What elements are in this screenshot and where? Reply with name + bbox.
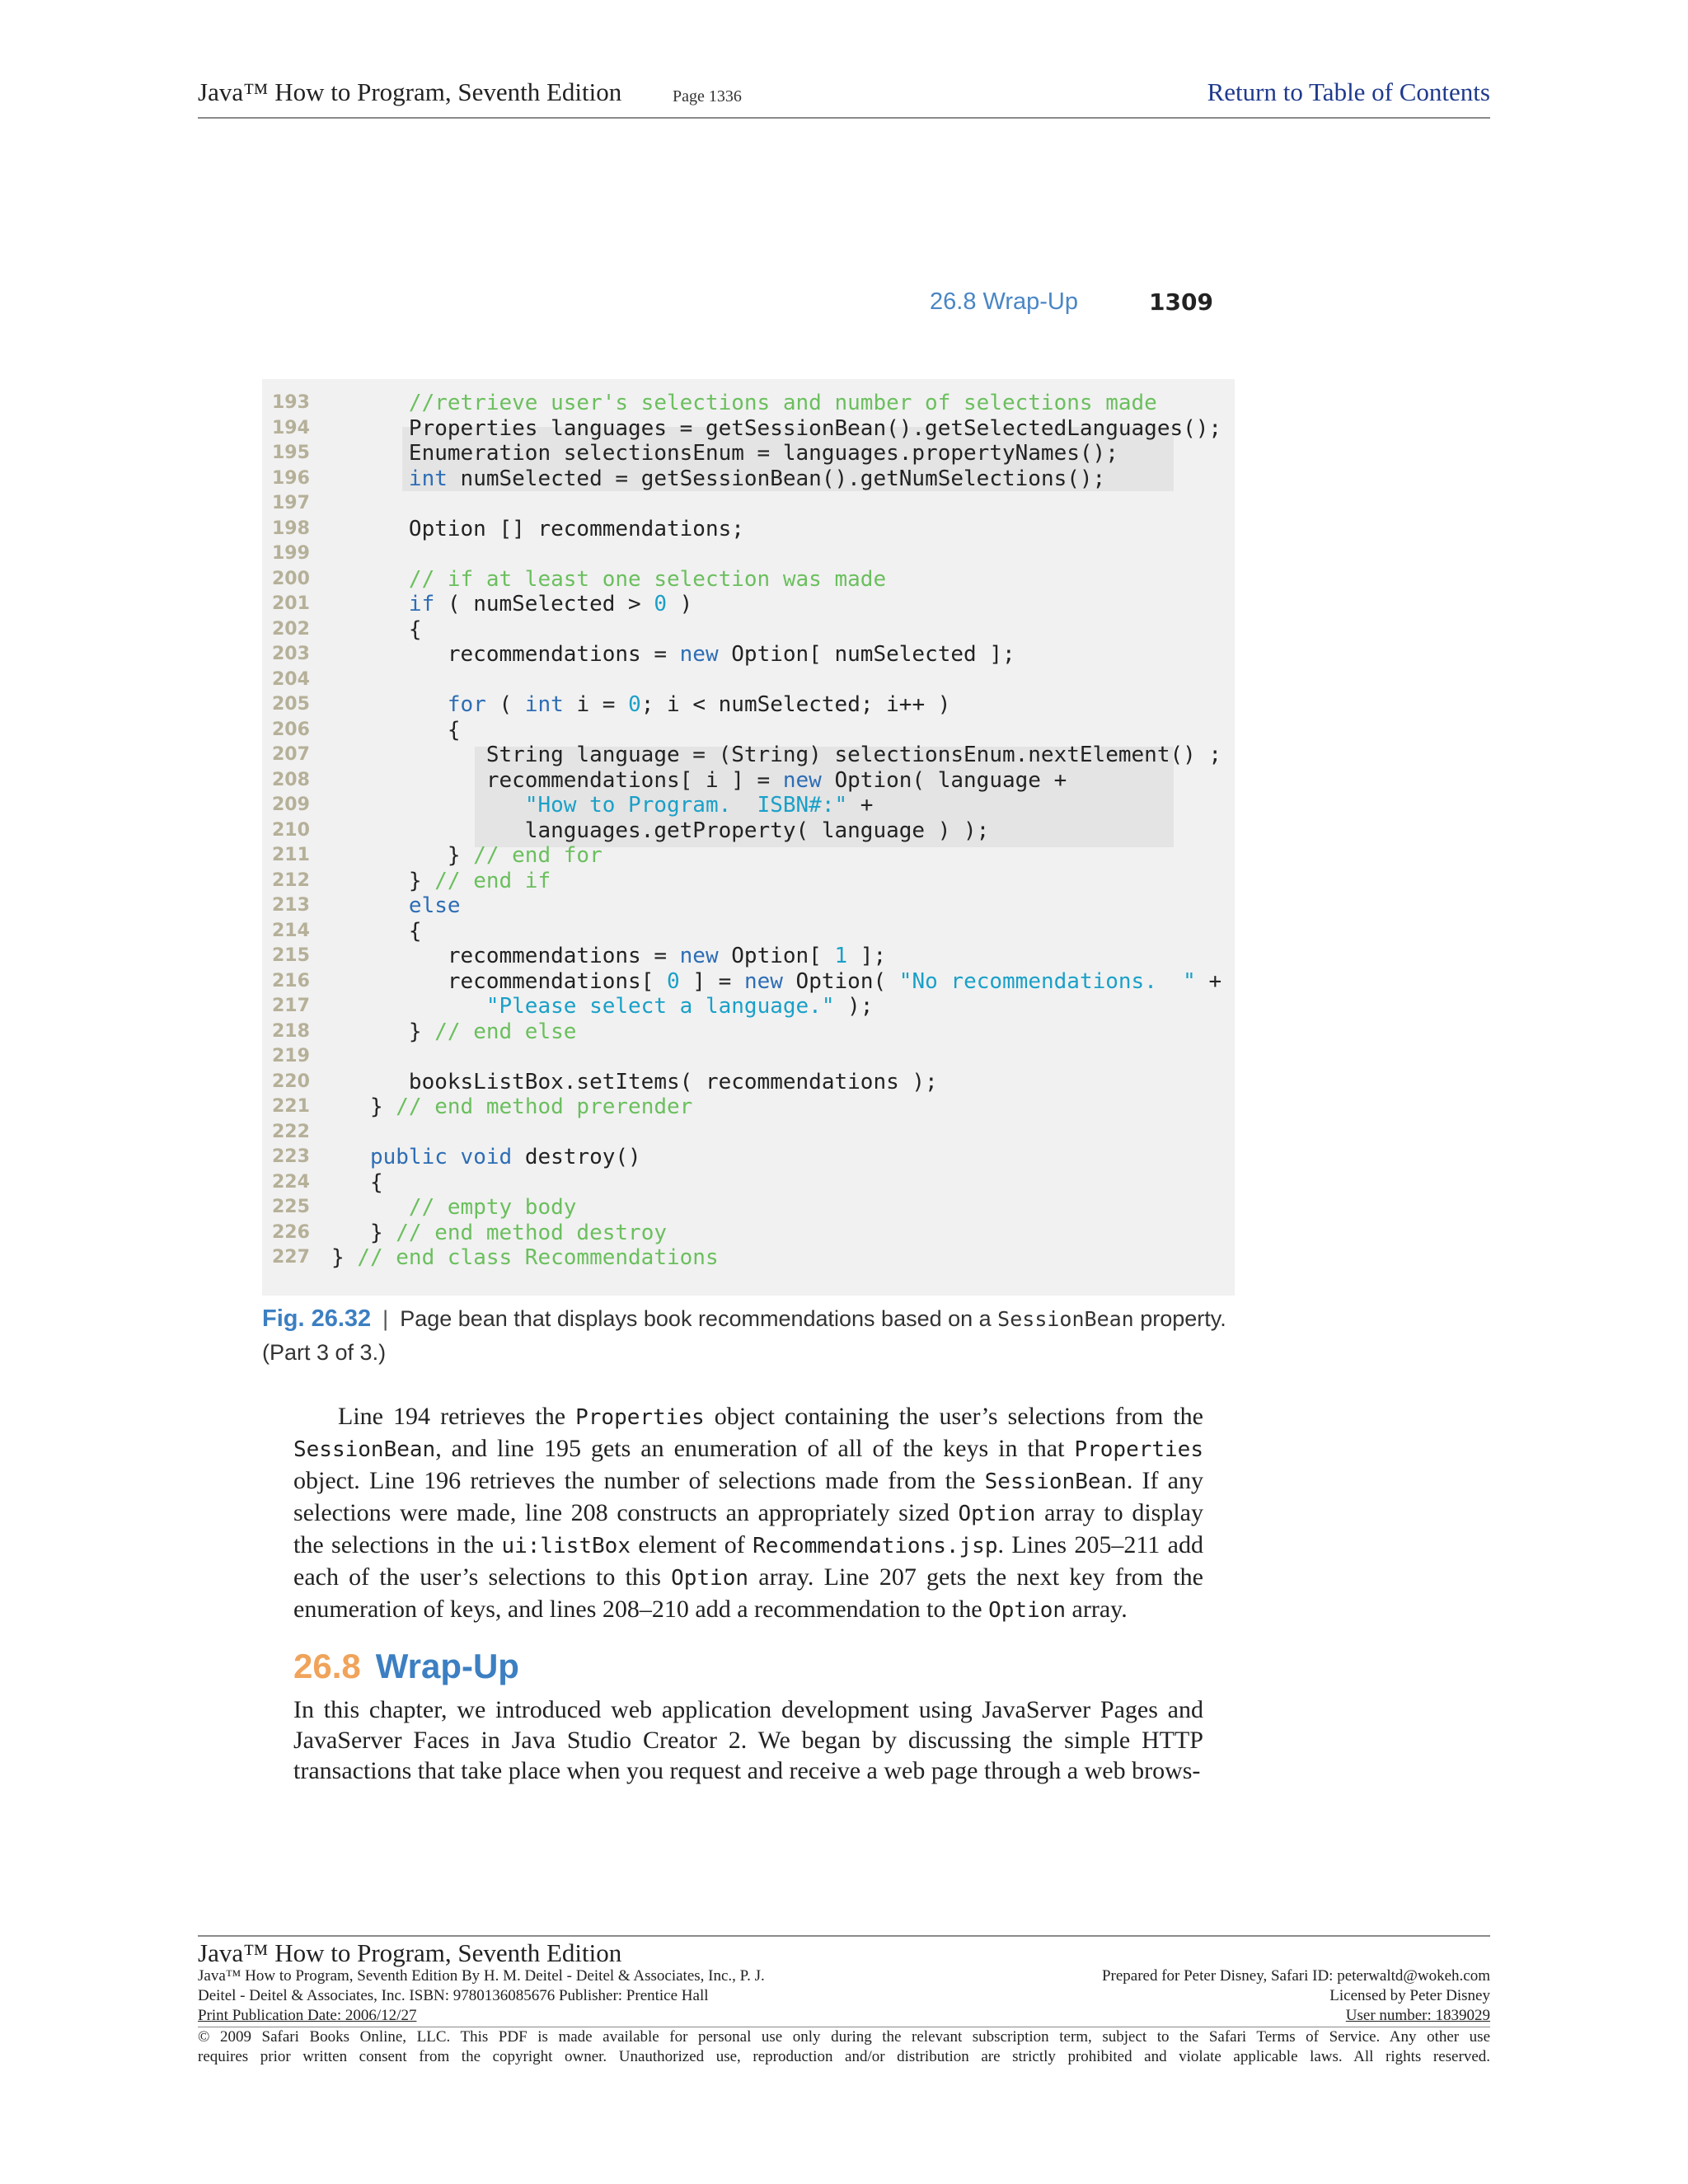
code-text: for ( int i = 0; i < numSelected; i++ ) <box>447 692 951 717</box>
code-text: else <box>408 893 461 918</box>
line-number: 227 <box>272 1247 310 1268</box>
line-number: 204 <box>272 668 310 690</box>
line-number: 216 <box>272 970 310 991</box>
inline-code: ui:listBox <box>501 1534 631 1558</box>
line-number: 222 <box>272 1121 310 1142</box>
line-number: 219 <box>272 1046 310 1066</box>
section-number: 26.8 <box>293 1647 361 1685</box>
code-text: } // end method destroy <box>331 1220 668 1245</box>
code-text: { <box>331 717 461 743</box>
figure-label: Fig. 26.32 <box>262 1305 372 1332</box>
line-number: 206 <box>272 719 310 740</box>
header-divider <box>198 117 1490 119</box>
code-text: recommendations = new Option[ numSelected ]; <box>331 642 1015 667</box>
line-number: 217 <box>272 996 310 1016</box>
code-text: Option [] recommendations; <box>331 516 744 541</box>
code-text: recommendations[ 0 ] = new Option( "No recommendations. " + <box>331 968 1222 994</box>
running-head-page-number: 1309 <box>1149 288 1213 316</box>
paragraph-text: object containing the user’s selections from the <box>704 1403 1203 1430</box>
code-text: } // end for <box>331 843 603 868</box>
footer-licensed-by: Licensed by Peter Disney <box>1329 1987 1490 2004</box>
footer-copyright-continued: requires prior written consent from the copyright owner. Unauthorized use, reproduction and/or distribution are strictly prohibited and violate applicable laws. All rights reserved. <box>198 2048 1490 2065</box>
inline-code: Properties <box>1074 1437 1203 1462</box>
code-text: // empty body <box>408 1195 577 1220</box>
code-text: public void destroy() <box>369 1145 641 1169</box>
code-text: recommendations[ i ] = new Option( language + <box>331 767 1067 793</box>
code-text: languages.getProperty( language ) ); <box>331 818 990 843</box>
code-text: if ( numSelected > 0 ) <box>408 592 693 616</box>
footer-publisher-info: Deitel - Deitel & Associates, Inc. ISBN: 9780136085676 Publisher: Prentice Hall <box>198 1987 709 2004</box>
caption-part: (Part 3 of 3.) <box>262 1340 387 1365</box>
section-title: Wrap-Up <box>375 1647 519 1685</box>
line-number: 214 <box>272 920 310 941</box>
line-number: 212 <box>272 869 310 891</box>
line-number: 218 <box>272 1020 310 1042</box>
footer-copyright: © 2009 Safari Books Online, LLC. This PDF is made available for personal use only during the relevant subscription term, subject to the Safari Terms of Service. Any other use <box>198 2028 1490 2046</box>
inline-code: SessionBean <box>293 1437 436 1462</box>
line-number: 223 <box>272 1146 310 1167</box>
code-text: recommendations = new Option[ 1 ]; <box>331 944 887 968</box>
body-paragraph <box>293 1401 1203 1626</box>
inline-code: Option <box>988 1598 1067 1623</box>
code-text: { <box>331 918 422 944</box>
line-number: 199 <box>272 543 310 564</box>
section-paragraph: In this chapter, we introduced web application development using JavaServer Pages and JavaServer Faces in Java Studio Creator 2. We began by discussing the simple HTTP transactions that take place when you request and receive a web page through a web brows- <box>293 1696 1203 1784</box>
paragraph-text: array. Line 207 gets the next key from the enumeration of keys, and lines 208–210 add a recommendation to the <box>293 1563 1203 1623</box>
code-text: } // end else <box>331 1019 577 1044</box>
line-number: 209 <box>272 794 310 815</box>
line-number: 208 <box>272 769 310 790</box>
line-number: 201 <box>272 593 310 614</box>
code-text: "Please select a language." ); <box>485 994 874 1019</box>
paragraph-text: . If any selections were made, line 208 constructs an appropriately sized <box>293 1467 1204 1526</box>
paragraph-text: . Lines 205–211 add each of the user’s selections to this <box>293 1531 1203 1591</box>
code-text: } // end if <box>331 868 551 893</box>
footer-book-info: Java™ How to Program, Seventh Edition By H. M. Deitel - Deitel & Associates, Inc., P. J. <box>198 1967 765 1985</box>
page-label: Page 1336 <box>673 87 742 105</box>
code-text: // if at least one selection was made <box>408 566 887 592</box>
line-number: 198 <box>272 518 310 539</box>
paragraph-text: , and line 195 gets an enumeration of all of the keys in that <box>435 1435 1075 1462</box>
figure-caption <box>262 1302 1235 1369</box>
paragraph-text: array to display the selections in the <box>293 1499 1203 1558</box>
code-text: booksListBox.setItems( recommendations ); <box>331 1069 938 1094</box>
section-heading <box>293 1647 519 1686</box>
line-number: 226 <box>272 1221 310 1243</box>
code-text: String language = (String) selectionsEnum.nextElement() ; <box>331 743 1222 767</box>
line-number: 197 <box>272 493 310 513</box>
line-number: 203 <box>272 644 310 664</box>
caption-code-term: SessionBean <box>997 1307 1134 1331</box>
code-text: //retrieve user's selections and number of selections made <box>408 391 1157 415</box>
code-text: Enumeration selectionsEnum = languages.propertyNames(); <box>331 441 1118 466</box>
footer-divider <box>198 1935 1490 1937</box>
line-number: 196 <box>272 467 310 489</box>
inline-code: Option <box>958 1502 1036 1526</box>
paragraph-text: element of <box>631 1531 753 1558</box>
footer-user-number: User number: 1839029 <box>1345 2007 1490 2024</box>
line-number: 225 <box>272 1197 310 1217</box>
paragraph-text: object. Line 196 retrieves the number of selections made from the <box>293 1467 985 1494</box>
line-number: 193 <box>272 392 310 413</box>
line-number: 210 <box>272 819 310 841</box>
line-number: 220 <box>272 1071 310 1092</box>
code-text: { <box>331 1169 383 1195</box>
line-number: 211 <box>272 845 310 865</box>
footer-publication-date: Print Publication Date: 2006/12/27 <box>198 2007 417 2024</box>
line-number: 200 <box>272 568 310 589</box>
inline-code: SessionBean <box>984 1469 1127 1494</box>
inline-code: Recommendations.jsp <box>753 1534 998 1558</box>
line-number: 202 <box>272 618 310 640</box>
caption-text-end: property. <box>1133 1306 1226 1331</box>
footer-title: Java™ How to Program, Seventh Edition <box>198 1938 622 1967</box>
line-number: 221 <box>272 1096 310 1117</box>
line-number: 224 <box>272 1171 310 1193</box>
line-number: 207 <box>272 744 310 765</box>
line-number: 205 <box>272 694 310 715</box>
paragraph-text: Line 194 retrieves the <box>338 1403 576 1430</box>
book-title: Java™ How to Program, Seventh Edition <box>198 77 622 106</box>
table-of-contents-link[interactable]: Return to Table of Contents <box>1207 77 1490 106</box>
code-text: } // end method prerender <box>331 1094 693 1119</box>
paragraph-text: array. <box>1066 1596 1128 1623</box>
inline-code: Option <box>671 1566 749 1591</box>
caption-separator: | <box>382 1306 389 1331</box>
line-number: 195 <box>272 443 310 463</box>
caption-text: Page bean that displays book recommendations based on a <box>400 1306 998 1331</box>
code-text: } // end class Recommendations <box>331 1245 719 1270</box>
line-number: 213 <box>272 895 310 916</box>
code-text: Properties languages = getSessionBean().getSelectedLanguages(); <box>331 415 1222 441</box>
running-head-section: 26.8 Wrap-Up <box>930 288 1078 315</box>
code-text: { <box>331 616 422 642</box>
line-number: 215 <box>272 945 310 966</box>
code-text: int numSelected = getSessionBean().getNumSelections(); <box>408 466 1106 491</box>
code-text: "How to Program. ISBN#:" + <box>524 793 874 818</box>
line-number: 194 <box>272 417 310 438</box>
footer-prepared-for: Prepared for Peter Disney, Safari ID: peterwaltd@wokeh.com <box>1101 1967 1490 1985</box>
inline-code: Properties <box>575 1405 705 1430</box>
